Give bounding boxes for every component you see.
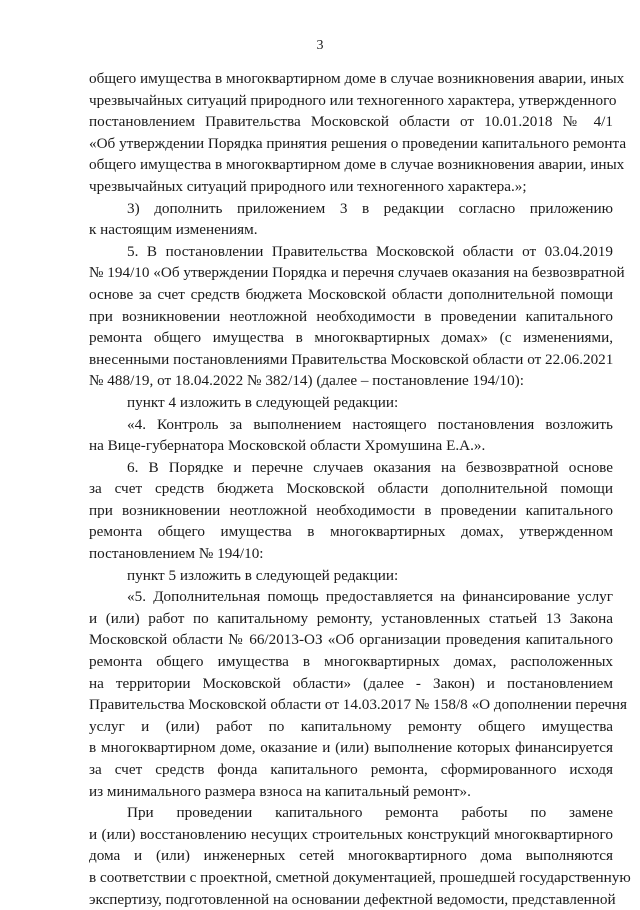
text-line: Правительства Московской области от 14.03.2017 № 158/8 «О дополнении перечня [89,696,627,714]
text-line: чрезвычайных ситуаций природного или техногенного характера, утвержденного [89,91,617,109]
text-line: ремонта общего имущества в многоквартирных домах, расположенных [89,653,613,671]
text-line: за счет средств фонда капитального ремонта, сформированного исходя [89,761,613,778]
page-number: 3 [316,38,324,53]
text-line: При проведении капитального ремонта работы по замене [127,804,613,822]
document-body [89,68,631,910]
text-line: из минимального размера взноса на капитальный ремонт». [89,782,471,800]
text-line: услуг и (или) работ по капитальному ремонту общего имущества [89,717,613,735]
text-line: чрезвычайных ситуаций природного или техногенного характера.»; [89,177,527,195]
text-line: экспертизу, подготовленной на основании дефектной ведомости, представленной [89,890,616,908]
text-line: при возникновении неотложной необходимости в проведении капитального [89,501,613,519]
text-line: в соответствии с проектной, сметной документацией, прошедшей государственную [89,868,631,886]
text-line: постановлением № 194/10: [89,545,264,563]
text-line: «Об утверждении Порядка принятия решения о проведении капитального ремонта [89,134,627,152]
text-line: в многоквартирном доме, оказание и (или) выполнение которых финансируется [89,739,613,757]
text-line: к настоящим изменениям. [89,221,258,239]
text-line: на территории Московской области» (далее - Закон) и постановлением [89,674,613,692]
text-line: постановлением Правительства Московской области от 10.01.2018 № 4/1 [89,113,613,131]
text-line: 5. В постановлении Правительства Московской области от 03.04.2019 [127,242,613,260]
text-line: «4. Контроль за выполнением настоящего постановления возложить [127,415,613,433]
text-line: 3) дополнить приложением 3 в редакции согласно приложению [127,199,613,217]
text-line: и (или) работ по капитальному ремонту, установленных статьей 13 Закона [89,609,613,627]
text-line: и (или) восстановлению несущих строительных конструкций многоквартирного [89,825,613,843]
text-line: внесенными постановлениями Правительства Московской области от 22.06.2021 [89,350,614,368]
text-line: на Вице-губернатора Московской области Хромушина Е.А.». [89,437,486,455]
text-line: за счет средств бюджета Московской области дополнительной помощи [89,480,613,498]
text-line: общего имущества в многоквартирном доме в случае возникновения аварии, иных [89,156,625,174]
text-line: № 488/19, от 18.04.2022 № 382/14) (далее – постановление 194/10): [89,372,524,390]
text-line: при возникновении неотложной необходимости в проведении капитального [89,307,613,325]
text-line: общего имущества в многоквартирном доме в случае возникновения аварии, иных [89,70,625,87]
text-line: дома и (или) инженерных сетей многоквартирного дома выполняются [89,847,613,865]
text-line: 6. В Порядке и перечне случаев оказания на безвозвратной основе [127,458,613,476]
text-line: «5. Дополнительная помощь предоставляется на финансирование услуг [127,588,613,606]
text-line: ремонта общего имущества в многоквартирных домах» (с изменениями, [89,329,613,347]
text-line: № 194/10 «Об утверждении Порядка и перечня случаев оказания на безвозвратной [89,264,625,282]
text-line: Московской области № 66/2013-ОЗ «Об организации проведения капитального [89,631,613,649]
text-line: основе за счет средств бюджета Московской области дополнительной помощи [89,285,613,303]
text-line: ремонта общего имущества в многоквартирных домах, утвержденном [89,523,613,541]
text-line: пункт 5 изложить в следующей редакции: [127,566,399,584]
text-line: пункт 4 изложить в следующей редакции: [127,393,399,411]
